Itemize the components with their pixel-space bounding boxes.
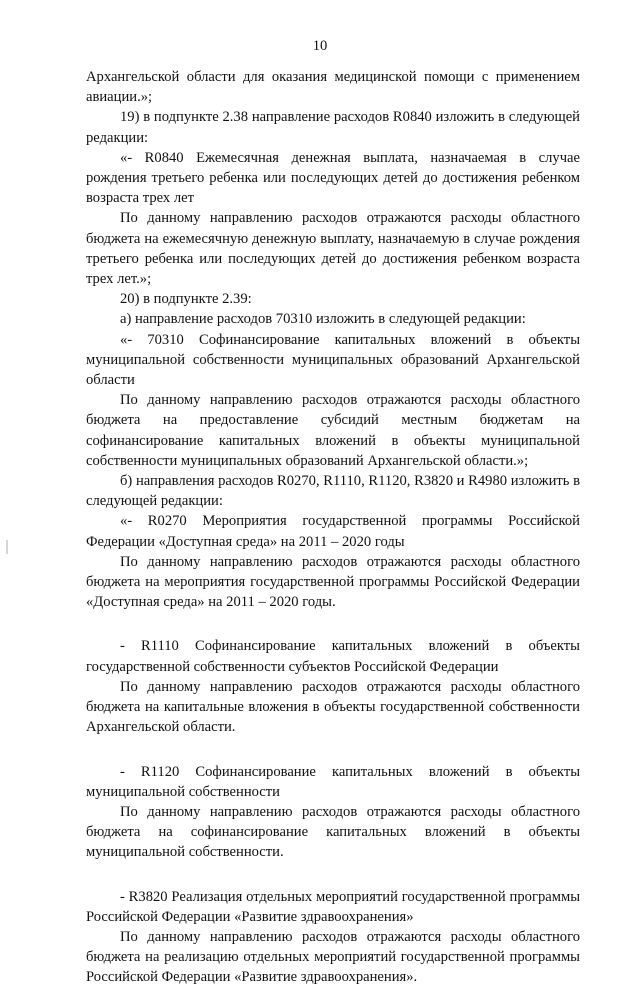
paragraph: По данному направлению расходов отражаются расходы областного бюджета на ежемесячную денежную выплату, назначаемую в случае рождения третьего ребенка или последующих детей до достижения ребенком возраста трех лет.»; — [86, 210, 580, 288]
paragraph: По данному направлению расходов отражаются расходы областного бюджета на капитальные вложения в объекты государственной собственности Архангельской области. — [86, 678, 580, 736]
paragraph: По данному направлению расходов отражаются расходы областного бюджета на софинансирование капитальных вложений в объекты муниципальной собственности. — [86, 803, 580, 861]
paragraph: «- R0840 Ежемесячная денежная выплата, назначаемая в случае рождения третьего ребенка или последующих детей до достижения ребенком возраста трех лет — [86, 149, 580, 207]
document-body — [86, 67, 580, 988]
paragraph: - R3820 Реализация отдельных мероприятий государственной программы Российской Федерации «Развитие здравоохранения» — [86, 888, 580, 925]
paragraph: «- 70310 Софинансирование капитальных вложений в объекты муниципальной собственности муниципальных образований Архангельской области — [86, 331, 580, 389]
paragraph: Архангельской области для оказания медицинской помощи с применением авиации.»; — [86, 69, 580, 106]
spacer — [86, 863, 580, 887]
paragraph: По данному направлению расходов отражаются расходы областного бюджета на предоставление субсидий местным бюджетам на софинансирование капитальных вложений в объекты муниципальной собственности муниципальных образований Архангельской области.»; — [86, 392, 580, 469]
paragraph: По данному направлению расходов отражаются расходы областного бюджета на реализацию отдельных мероприятий государственной программы Российской Федерации «Развитие здравоохранения». — [86, 928, 580, 986]
paragraph: 20) в подпункте 2.39: — [120, 291, 252, 308]
paragraph: - R1120 Софинансирование капитальных вложений в объекты муниципальной собственности — [86, 763, 580, 800]
spacer — [86, 738, 580, 762]
paragraph: - R1110 Софинансирование капитальных вложений в объекты государственной собственности субъектов Российской Федерации — [86, 638, 580, 675]
paragraph: 19) в подпункте 2.38 направление расходов R0840 изложить в следующей редакции: — [86, 109, 580, 146]
paragraph: а) направление расходов 70310 изложить в следующей редакции: — [120, 311, 526, 328]
spacer — [86, 612, 580, 636]
paragraph: По данному направлению расходов отражаются расходы областного бюджета на мероприятия государственной программы Российской Федерации «Доступная среда» на 2011 – 2020 годы. — [86, 553, 580, 611]
margin-mark — [6, 540, 8, 554]
paragraph: б) направления расходов R0270, R1110, R1120, R3820 и R4980 изложить в следующей редакции: — [86, 473, 580, 510]
paragraph: «- R0270 Мероприятия государственной программы Российской Федерации «Доступная среда» на 2011 – 2020 годы — [86, 513, 580, 550]
page-number: 10 — [312, 38, 328, 54]
